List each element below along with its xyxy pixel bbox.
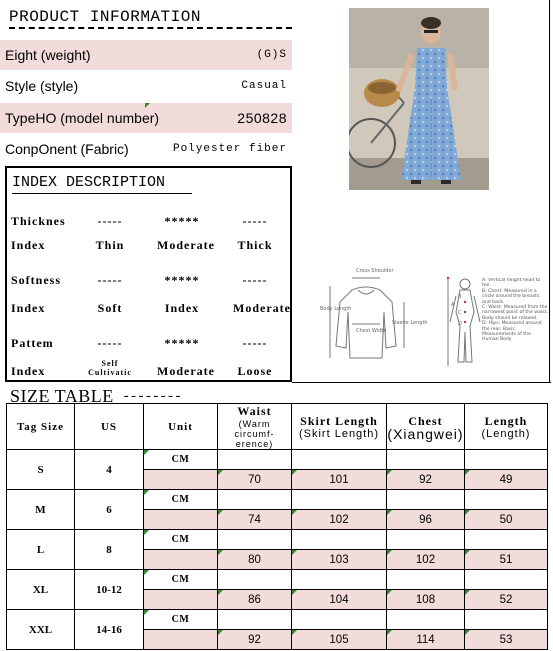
level-label: Index [164,301,200,315]
unit-label: CM [171,534,190,545]
tag-size-cell: L [7,530,75,570]
cell-marker [292,550,297,555]
cell-marker [218,510,223,515]
length-value: 53 [499,633,513,646]
header-waist-sub: (Warm circumf-erence) [234,419,275,449]
letter-a: A [451,302,455,308]
info-value: Casual [241,80,287,92]
unit-label: CM [171,454,190,465]
unit-cell [144,450,218,470]
index-title: INDEX DESCRIPTION [12,174,166,191]
product-info-title: PRODUCT INFORMATION [9,8,201,26]
header-skirt-sub: (Skirt Length) [298,427,380,440]
cell-marker [144,450,149,455]
body-length-label: Body Length [320,306,352,312]
level-label: Moderate [157,364,215,378]
chest-value: 108 [415,593,436,606]
cell-marker [292,470,297,475]
cross-shoulder-label: Cross Shoulder [356,268,394,274]
size-table-title: SIZE TABLE [10,386,114,406]
empty-cell [144,590,218,610]
title-divider [9,27,292,29]
info-row-weight [0,40,292,70]
us-size-cell: 8 [75,530,144,570]
scale-mark: ----- [242,273,268,287]
empty-cell [218,490,292,510]
cell-marker [465,590,470,595]
empty-cell [387,570,465,590]
cell-marker [144,490,149,495]
skirt-length-value: 101 [329,473,349,486]
scale-mark: ***** [164,273,200,287]
empty-cell [292,570,387,590]
unit-cell [144,570,218,590]
scale-mark: ----- [97,273,123,287]
cell-marker [387,550,392,555]
empty-cell [465,610,548,630]
header-unit: Unit [144,404,218,450]
empty-cell [292,530,387,550]
empty-cell [387,490,465,510]
measurement-guide-diagram [320,262,550,374]
empty-cell [144,630,218,650]
unit-label: CM [171,574,190,585]
empty-cell [292,450,387,470]
info-value: Polyester fiber [172,143,287,155]
cell-marker [144,570,149,575]
length-value: 49 [499,473,513,486]
skirt-length-cell [292,510,387,530]
index-level-row-softness [7,301,290,319]
index-scale-row-thickness [7,214,290,232]
cell-marker [465,550,470,555]
scale-mark: ***** [164,336,200,350]
cell-marker [465,510,470,515]
note-d: D: Hips: Measured around the rear. Basic Measurements of the Human Body [482,321,542,343]
info-key: Style (style) [5,78,79,94]
empty-cell [292,610,387,630]
note-b: B: Chest: Measured in a circle around the breasts and back. [482,288,540,305]
length-cell [465,470,548,490]
skirt-length-value: 105 [329,633,349,646]
empty-cell [465,450,548,470]
size-table [6,403,548,650]
cell-marker [292,510,297,515]
header-waist [218,404,292,450]
info-value: (G)S [256,49,287,61]
empty-cell [218,450,292,470]
empty-cell [465,490,548,510]
index-name: Softness [11,273,62,287]
waist-cell [218,590,292,610]
note-c: C: Waist: Measured from the narrowest point of the waist. Body should be relaxed. [482,305,548,321]
waist-value: 80 [248,553,261,566]
note-a: A: Vertical height head to toe. [482,278,541,289]
header-length-label: Length [484,413,528,428]
empty-cell [144,510,218,530]
chest-value: 102 [415,553,436,566]
skirt-length-cell [292,630,387,650]
empty-cell [387,610,465,630]
scale-mark: ----- [242,336,268,350]
unit-cell [144,490,218,510]
cell-marker [387,590,392,595]
info-key: TypeHO (model number) [5,110,160,126]
us-size-cell: 6 [75,490,144,530]
skirt-length-value: 104 [329,593,349,606]
index-description-panel [5,166,292,382]
length-cell [465,630,548,650]
info-value: 250828 [237,110,287,126]
length-value: 51 [499,553,513,566]
empty-cell [465,530,548,550]
waist-cell [218,630,292,650]
tag-size-cell: XXL [7,610,75,650]
tag-size-cell: S [7,450,75,490]
unit-cell [144,530,218,550]
cell-marker [387,630,392,635]
cell-marker [292,590,297,595]
info-key: ConpOnent (Fabric) [5,141,129,157]
title-dashes: -------- [122,389,182,405]
header-length [465,404,548,450]
table-row [7,570,548,590]
header-tag-size: Tag Size [7,404,75,450]
scale-mark: ----- [97,336,123,350]
index-label: Index [11,364,46,378]
waist-value: 74 [248,513,261,526]
info-key: Eight (weight) [5,47,91,63]
index-level-row-thickness [7,238,290,256]
cell-marker [218,590,223,595]
length-cell [465,510,548,530]
level-label: Loose [237,364,273,378]
skirt-length-cell [292,470,387,490]
index-scale-row-pattern [7,336,290,354]
waist-cell [218,470,292,490]
skirt-length-value: 102 [329,513,349,526]
table-row [7,490,548,510]
header-chest-label: Chest [408,413,443,428]
scale-mark: ***** [164,214,200,228]
empty-cell [292,490,387,510]
header-chest [387,404,465,450]
level-label: Thick [237,238,273,252]
empty-cell [218,610,292,630]
table-row [7,530,548,550]
index-name: Pattem [11,336,54,350]
chest-value: 96 [419,513,432,526]
chest-cell [387,510,465,530]
empty-cell [218,530,292,550]
scale-mark: ----- [97,214,123,228]
header-skirt-length [292,404,387,450]
cell-marker [465,470,470,475]
cell-marker [218,630,223,635]
empty-cell [144,550,218,570]
cell-marker [144,610,149,615]
us-size-cell: 4 [75,450,144,490]
unit-cell [144,610,218,630]
waist-cell [218,550,292,570]
level-label: Thin [95,238,125,252]
index-label: Index [11,238,46,252]
empty-cell [144,470,218,490]
length-cell [465,550,548,570]
skirt-length-cell [292,590,387,610]
cell-marker [144,530,149,535]
us-size-cell: 10-12 [75,570,144,610]
cell-marker [145,103,150,108]
chest-cell [387,590,465,610]
tag-size-cell: M [7,490,75,530]
index-name: Thicknes [11,214,66,228]
chest-value: 114 [416,633,435,646]
section-divider [292,382,551,383]
empty-cell [387,450,465,470]
empty-cell [387,530,465,550]
waist-cell [218,510,292,530]
letter-b: B [458,294,462,300]
chest-cell [387,550,465,570]
index-label: Index [11,301,46,315]
skirt-length-value: 103 [329,553,349,566]
model-wearing-dress-illustration [349,8,489,190]
index-scale-row-softness [7,273,290,291]
header-length-sub: (Length) [481,427,531,440]
length-cell [465,590,548,610]
level-label: Moderate [157,238,215,252]
table-row [7,610,548,630]
size-table-header [7,404,548,450]
unit-label: CM [171,614,190,625]
sleeve-length-label: Sleeve Length [392,320,428,326]
cell-marker [387,510,392,515]
cell-marker [218,470,223,475]
chest-value: 92 [419,473,432,486]
cell-marker [218,550,223,555]
empty-cell [465,570,548,590]
us-size-cell: 14-16 [75,610,144,650]
header-chest-sub: (Xiangwei) [387,425,464,442]
waist-value: 92 [248,633,261,646]
waist-value: 86 [248,593,261,606]
level-label: Soft [97,301,123,315]
level-label: Moderate [233,301,291,315]
cell-marker [387,470,392,475]
title-divider [12,193,192,194]
cell-marker [292,630,297,635]
index-level-row-pattern [7,359,290,382]
frame-border [549,0,550,383]
length-value: 52 [499,593,513,606]
info-row-fabric [0,134,292,164]
waist-value: 70 [248,473,261,486]
length-value: 50 [499,513,513,526]
header-skirt-label: Skirt Length [300,413,378,428]
unit-label: CM [171,494,190,505]
tag-size-cell: XL [7,570,75,610]
skirt-length-cell [292,550,387,570]
letter-c: C [458,310,462,316]
chest-width-label: Chest Width [356,328,387,334]
letter-d: D [458,321,462,327]
header-us: US [75,404,144,450]
table-row [7,450,548,470]
chest-cell [387,630,465,650]
info-row-style [0,71,292,101]
header-waist-label: Waist [237,404,272,418]
level-label: Self Cultivatic [88,359,132,377]
empty-cell [218,570,292,590]
cell-marker [465,630,470,635]
scale-mark: ----- [242,214,268,228]
product-photo [349,8,489,190]
chest-cell [387,470,465,490]
